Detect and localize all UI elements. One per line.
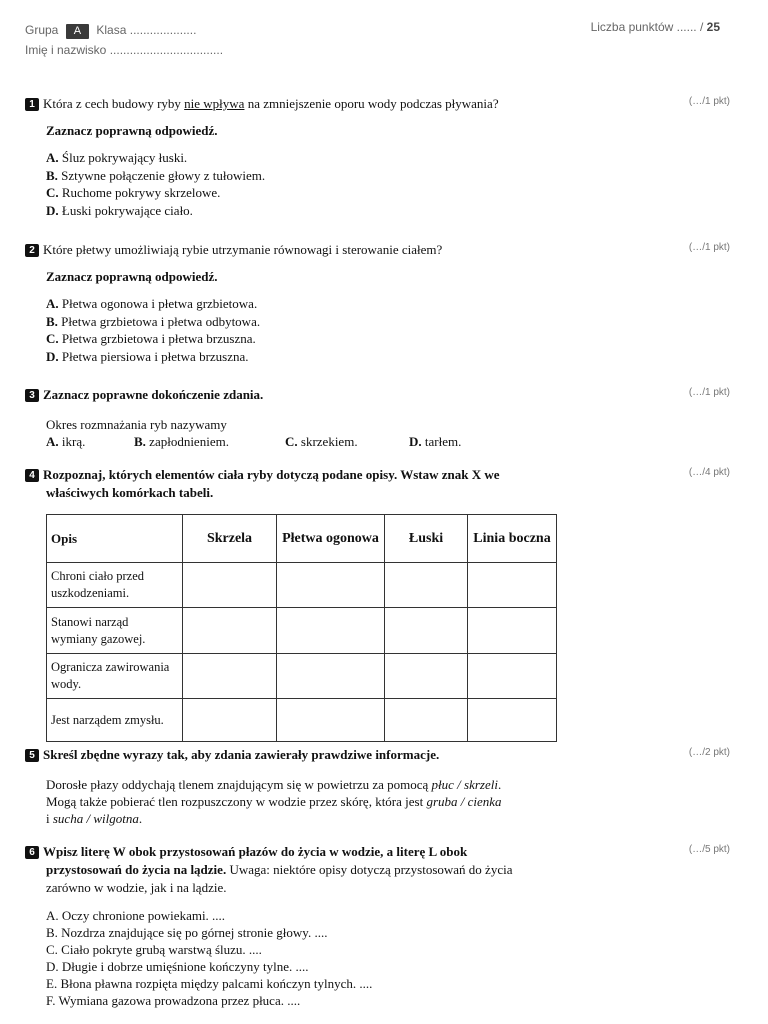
table-row: [47, 563, 557, 608]
task-2-points: (…/1 pkt): [688, 242, 730, 253]
option-b[interactable]: [46, 167, 730, 185]
task-5-line2: [46, 793, 730, 810]
group-line: [25, 20, 223, 40]
option-c[interactable]: [285, 433, 409, 450]
option-text: Ruchome pokrywy skrzelowe.: [61, 185, 221, 200]
answer-cell[interactable]: [385, 654, 468, 699]
option-letter: C.: [46, 185, 59, 200]
option-text: Łuski pokrywające ciało.: [61, 202, 193, 218]
task-6-text-bold2: przystosowań do życia na lądzie.: [46, 862, 227, 877]
task-1-question: [25, 95, 605, 113]
option-d[interactable]: [46, 348, 730, 366]
task-6-question: [25, 843, 585, 897]
table-header-row: [47, 515, 557, 563]
task-2-question: [25, 241, 605, 259]
row-description: Ogranicza zawirowania wody.: [47, 654, 183, 699]
answer-cell[interactable]: [385, 608, 468, 654]
class-label: Klasa ....................: [96, 23, 197, 37]
text: .: [497, 777, 502, 792]
answer-cell[interactable]: [277, 699, 385, 742]
option-a[interactable]: [46, 295, 730, 313]
col-header-luski: Łuski: [385, 515, 468, 563]
task-3-question: [25, 386, 605, 404]
task-1-text-a: Która z cech budowy ryby: [43, 96, 185, 111]
task-2: [25, 241, 730, 365]
option-text: Płetwa ogonowa i płetwa grzbietowa.: [61, 296, 258, 311]
task-4-points: (…/4 pkt): [688, 467, 730, 478]
option-letter: C.: [46, 331, 59, 346]
answer-cell[interactable]: [277, 563, 385, 608]
answer-cell[interactable]: [277, 654, 385, 699]
task-6: [25, 843, 730, 1009]
option-a[interactable]: [46, 149, 730, 167]
option-text: ikrą.: [61, 434, 86, 449]
table-row: [47, 654, 557, 699]
option-letter: B.: [134, 434, 146, 449]
task-4-text-line1: Rozpoznaj, których elementów ciała ryby dotyczą podane opisy. Wstaw znak X we: [43, 467, 500, 482]
task-6-text-bold1: Wpisz literę W obok przystosowań płazów do życia w wodzie, a literę L obok: [43, 844, 468, 859]
option-c[interactable]: [46, 330, 730, 348]
option-b[interactable]: [46, 313, 730, 331]
task-1-options: [46, 149, 730, 219]
table-row: [47, 699, 557, 742]
task-4-question: [25, 466, 565, 502]
option-letter: A.: [46, 434, 59, 449]
choice-words[interactable]: gruba / cienka: [426, 794, 502, 809]
task-5-number: 5: [25, 749, 39, 762]
answer-cell[interactable]: [183, 654, 277, 699]
group-label: Grupa: [25, 23, 59, 37]
answer-cell[interactable]: [468, 699, 557, 742]
col-header-opis: Opis: [47, 515, 183, 563]
task-2-instruction: Zaznacz poprawną odpowiedź.: [46, 269, 218, 284]
answer-cell[interactable]: [385, 699, 468, 742]
task-5-text: Skreśl zbędne wyrazy tak, aby zdania zawierały prawdziwe informacje.: [43, 747, 440, 762]
option-text: Śluz pokrywający łuski.: [61, 150, 188, 165]
text: .: [138, 811, 143, 826]
answer-cell[interactable]: [277, 608, 385, 654]
task-1: [25, 95, 730, 219]
task-4: [25, 466, 730, 502]
option-b[interactable]: [134, 433, 285, 450]
option-text: tarłem.: [424, 434, 462, 449]
option-text: skrzekiem.: [300, 434, 358, 449]
task-6-points: (…/5 pkt): [688, 844, 730, 855]
task-2-options: [46, 295, 730, 365]
task-3-points: (…/1 pkt): [688, 387, 730, 398]
list-item[interactable]: D. Długie i dobrze umięśnione kończyny tylne. ....: [46, 959, 309, 974]
answer-cell[interactable]: [468, 563, 557, 608]
answer-cell[interactable]: [468, 654, 557, 699]
task-5-question: [25, 746, 605, 764]
option-text: Płetwa grzbietowa i płetwa brzuszna.: [61, 331, 256, 346]
list-item[interactable]: C. Ciało pokryte grubą warstwą śluzu. ....: [46, 942, 262, 957]
header-right: [591, 20, 720, 34]
option-d[interactable]: [46, 202, 730, 220]
task-4-table: [46, 514, 557, 742]
task-1-number: 1: [25, 98, 39, 111]
row-description: Chroni ciało przed uszkodzeniami.: [47, 563, 183, 608]
task-5-line3: [46, 810, 730, 827]
row-description: Stanowi narząd wymiany gazowej.: [47, 608, 183, 654]
task-6-text-normal: Uwaga: niektóre opisy dotyczą przystosowań do życia: [226, 862, 513, 877]
task-5-body: [46, 776, 730, 827]
task-6-options: [46, 907, 730, 1009]
task-3: [25, 386, 730, 450]
answer-cell[interactable]: [385, 563, 468, 608]
task-5: [25, 746, 730, 827]
header-left: [25, 20, 223, 60]
option-letter: B.: [46, 313, 58, 329]
list-item[interactable]: A. Oczy chronione powiekami. ....: [46, 908, 226, 923]
group-badge: A: [66, 24, 89, 39]
choice-words[interactable]: płuc / skrzeli: [431, 777, 498, 792]
option-letter: D.: [409, 434, 422, 449]
task-3-text: Zaznacz poprawne dokończenie zdania.: [43, 387, 264, 402]
task-5-line1: [46, 776, 730, 793]
list-item[interactable]: F. Wymiana gazowa prowadzona przez płuca. ....: [46, 993, 301, 1008]
points-total: 25: [706, 20, 720, 34]
col-header-linia-boczna: Linia boczna: [468, 515, 557, 563]
task-3-number: 3: [25, 389, 39, 402]
option-c[interactable]: [46, 184, 730, 202]
col-header-pletwa-ogonowa: Płetwa ogonowa: [277, 515, 385, 563]
row-description: Jest narządem zmysłu.: [47, 699, 183, 742]
option-letter: D.: [46, 202, 59, 218]
text: i: [46, 811, 53, 826]
col-header-skrzela: Skrzela: [183, 515, 277, 563]
text: Mogą także pobierać tlen rozpuszczony w wodzie przez skórę, która jest: [46, 794, 427, 809]
list-item[interactable]: B. Nozdrza znajdujące się po górnej stronie głowy. ....: [46, 925, 328, 940]
task-6-text-line3: zarówno w wodzie, jak i na lądzie.: [46, 880, 227, 895]
answer-cell[interactable]: [183, 563, 277, 608]
option-text: Płetwa piersiowa i płetwa brzuszna.: [61, 348, 249, 364]
text: Dorosłe płazy oddychają tlenem znajdującym się w powietrzu za pomocą: [46, 777, 432, 792]
option-letter: D.: [46, 348, 59, 364]
option-text: zapłodnieniem.: [149, 434, 229, 449]
answer-cell[interactable]: [183, 608, 277, 654]
name-label: Imię i nazwisko ..................................: [25, 43, 224, 57]
table-row: [47, 608, 557, 654]
option-d[interactable]: [409, 433, 461, 450]
task-1-text-b: na zmniejszenie oporu wody podczas pływania?: [244, 96, 499, 111]
task-4-number: 4: [25, 469, 39, 482]
task-3-options: [46, 433, 730, 450]
option-letter: A.: [46, 150, 59, 165]
task-2-text: Które płetwy umożliwiają rybie utrzymanie równowagi i sterowanie ciałem?: [43, 242, 443, 257]
answer-cell[interactable]: [183, 699, 277, 742]
task-2-number: 2: [25, 244, 39, 257]
option-text: Sztywne połączenie głowy z tułowiem.: [61, 167, 266, 183]
choice-words[interactable]: sucha / wilgotna: [52, 811, 139, 826]
list-item[interactable]: E. Błona pławna rozpięta między palcami kończyn tylnych. ....: [46, 976, 373, 991]
answer-cell[interactable]: [468, 608, 557, 654]
task-4-text-line2: właściwych komórkach tabeli.: [46, 485, 214, 500]
task-1-points: (…/1 pkt): [688, 96, 730, 107]
option-letter: C.: [285, 434, 298, 449]
option-text: Płetwa grzbietowa i płetwa odbytowa.: [61, 313, 261, 329]
task-1-instruction: Zaznacz poprawną odpowiedź.: [46, 123, 218, 138]
option-letter: A.: [46, 296, 59, 311]
task-1-text-underline: nie wpływa: [184, 96, 245, 111]
option-a[interactable]: [46, 433, 134, 450]
option-letter: B.: [46, 167, 58, 183]
task-5-points: (…/2 pkt): [688, 747, 730, 758]
points-label: Liczba punktów ...... /: [590, 20, 704, 34]
task-3-sentence: Okres rozmnażania ryb nazywamy: [46, 417, 227, 432]
task-6-number: 6: [25, 846, 39, 859]
